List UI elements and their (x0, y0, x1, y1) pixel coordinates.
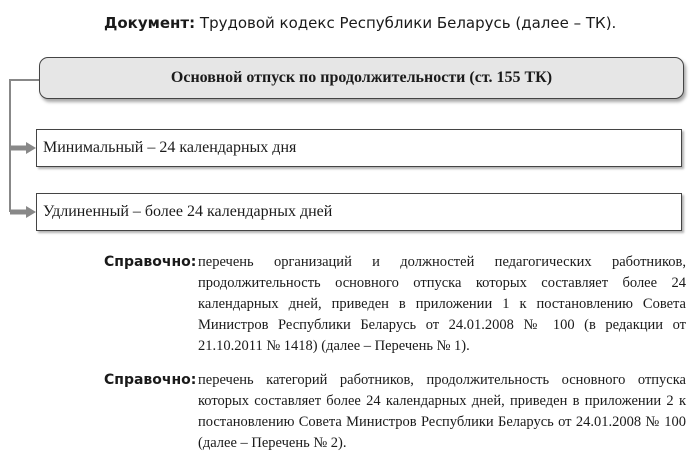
reference-note (104, 252, 686, 357)
extended-leave-box (36, 193, 682, 231)
extended-leave-label: Удлиненный – более 24 календарных дней (43, 203, 333, 220)
note-label: Справочно: (104, 254, 197, 270)
main-category-box (39, 57, 684, 99)
arrow-right-icon (26, 206, 36, 218)
note-text: перечень организаций и должностей педагогических работников, продолжительность основного отпуска которых составляет более 24 календарных дней, приведен в приложении 1 к постановлению Совета Министров Республики Беларусь от 24.01.2008 № 100 (в редакции от 21.10.2011 № 1418) (далее – Перечень № 1). (198, 254, 686, 354)
document-text: Трудовой кодекс Республики Беларусь (далее – ТК). (199, 14, 617, 32)
note-label: Справочно: (104, 372, 197, 388)
note-text: перечень категорий работников, продолжительность основного отпуска которых составляет более 24 календарных дней, приведен в приложении 2 к постановлению Совета Министров Республики Беларусь от 24.01.2008 № 100 (далее – Перечень № 2). (198, 372, 686, 451)
minimal-leave-box (36, 129, 682, 167)
main-category-label: Основной отпуск по продолжительности (ст. 155 ТК) (170, 69, 553, 86)
document-label: Документ: (104, 14, 196, 32)
reference-note (104, 370, 686, 454)
arrow-right-icon (26, 142, 36, 154)
minimal-leave-label: Минимальный – 24 календарных дня (43, 139, 297, 156)
